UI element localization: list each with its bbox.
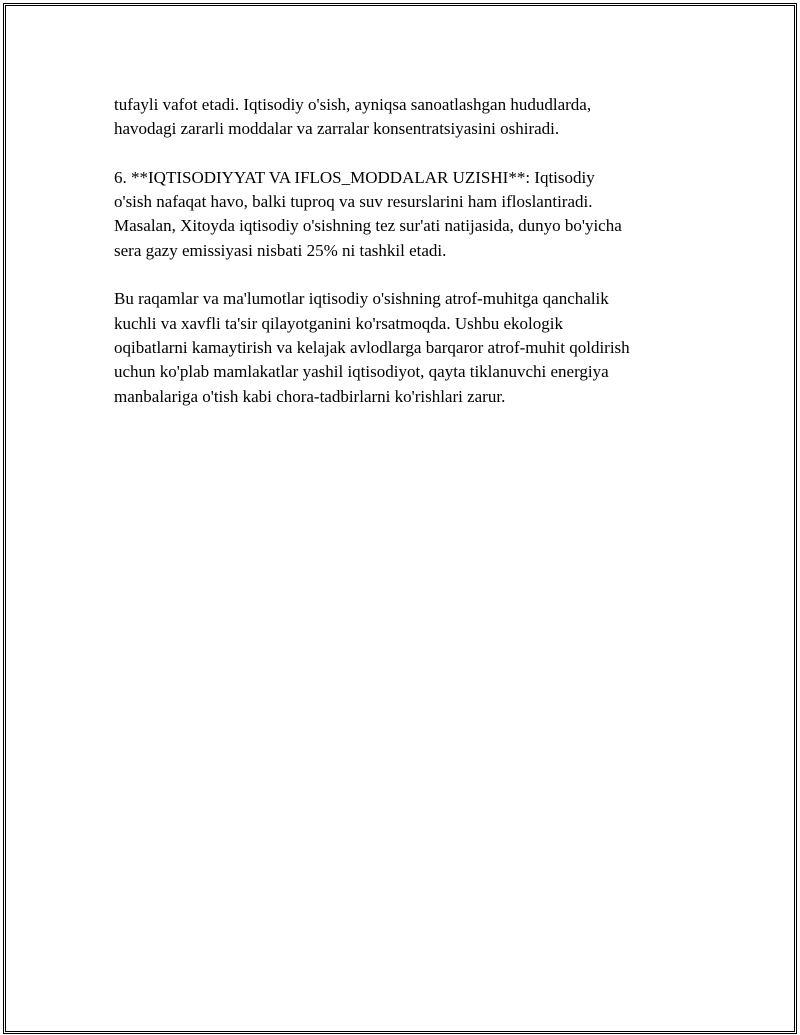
paragraph-air-pollution: tufayli vafot etadi. Iqtisodiy o'sish, ayniqsa sanoatlashgan hududlarda, havodagi zararli moddalar va zarralar konsentratsiyasini oshiradi. [114,95,592,139]
paragraph-conclusion: Bu raqamlar va ma'lumotlar iqtisodiy o'sishning atrof-muhitga qanchalik kuchli va xavfli ta'sir qilayotganini ko'rsatmoqda. Ushbu ekologik oqibatlarni kamaytirish va kelajak avlodlarga barqaror atrof-muhit qoldirish uchun ko'plab mamlakatlar yashil iqtisodiyot, qayta tiklanuvchi energiya manbalariga o'tish kabi chora-tadbirlarni ko'rishlari zarur. [114,289,630,406]
paragraph-economy-pollutants: 6. **IQTISODIYYAT VA IFLOS_MODDALAR UZISHI**: Iqtisodiy o'sish nafaqat havo, balki tuproq va suv resurslarini ham ifloslantiradi. Masalan, Xitoyda iqtisodiy o'sishning tez sur'ati natijasida, dunyo bo'yicha sera gazy emissiyasi nisbati 25% ni tashkil etadi. [114,167,622,260]
document-body [114,93,694,433]
